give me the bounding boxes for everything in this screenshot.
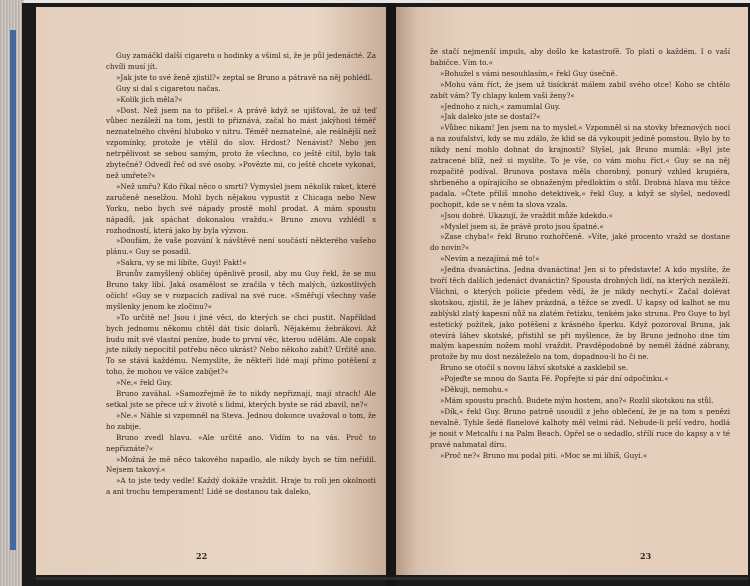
paragraph: »Ne.« Náhle si vzpomněl na Steva. Jednou dokonce uvažoval o tom, že ho zabije.	[106, 410, 376, 431]
right-page-text	[430, 47, 730, 461]
open-book	[22, 3, 750, 586]
paragraph: »Ne,« řekl Guy.	[116, 378, 173, 388]
paragraph: Guy zamáčkl další cigaretu o hodinky a všiml si, že je půl jedenácté. Za chvíli musí jít.	[106, 51, 376, 71]
paragraph: »Zase chyba!« řekl Bruno rozhořčeně. »Víte, jaké procento vražd se dostane do novin?«	[430, 232, 730, 253]
paragraph: »Proč ne?« Bruno mu podal pití. »Moc se mi líbíš, Guyi.«	[440, 450, 648, 460]
paragraph: »Nevím a nezajímá mě to!«	[440, 254, 540, 264]
paragraph: »Jak daleko jste se dostal?«	[440, 112, 541, 122]
paragraph: »Bohužel s vámi nesouhlasím,« řekl Guy úsečně.	[440, 68, 618, 78]
paragraph: »Jedna dvanáctina. Jedna dvanáctina! Jen si to představte! A kdo myslíte, že tvoří těch dalších jedenáct dvanáctin? Spousta drobných lidí, na kterých nezáleží. Všichni, o kterých policie předem vědí, že je nikdy nechytí.« Začal dolévat skotskou, zjistil, že je láhev prázdná, a těžce se zvedl. U kapsy od kalhot se mu zablýskl zlatý kapesní nůž na zlatém řetízku, tenkém jako struna. Pro Guye to byl estetický požitek, jako potěšení z krásného šperku. Když pozoroval Bruna, jak otevírá láhev skotské, přistihl se při myšlence, že by Bruno jednoho dne tím malým kapesním nožem mohl vraždit. Pravděpodobně by neměl žádné zábrany, protože by mu dost nezáleželo na tom, dopadnou-li ho či ne.	[430, 265, 730, 362]
page-number: 22	[196, 551, 208, 561]
paragraph: »Doufám, že vaše pozvání k návštěvě není součástí některého vašeho plánu.« Guy se posadil.	[106, 236, 376, 257]
paragraph: »A to jste tedy vedle! Každý dokáže vraždit. Hraje tu roli jen okolnosti a ani trochu temperament! Lidé se dostanou tak daleko,	[106, 476, 376, 497]
book-spine	[10, 30, 16, 550]
paragraph: Bruno zaváhal. »Samozřejmě že to nikdy nepřiznají, mají strach! Ale setkal jste se přece už v životě s lidmi, kterých byste se rád zbavil, ne?«	[106, 389, 376, 409]
book-gutter	[386, 3, 396, 586]
right-page	[396, 7, 748, 575]
paragraph: »Sakra, vy se mi líbíte, Guyi! Fakt!«	[116, 258, 247, 268]
paragraph: »Možná že mě něco takového napadlo, ale nikdy bych se tím neřídil. Nejsem takový.«	[106, 454, 376, 475]
paragraph: Bruno zvedl hlavu. »Ale určitě ano. Vidím to na vás. Proč to nepřiznáte?«	[106, 432, 376, 453]
paragraph: »To určitě ne! Jsou i jiné věci, do kterých se chci pustit. Například bych jednomu někomu chtěl dát tisíc dolarů. Nějakému žebrákovi. Až budu mít své vlastní peníze, bude to první věc, kterou udělám. Ale copak jste nikdy nepocítil potřebu něco ukrást? Nebo někoho zabít? Určitě ano. To se stává každému. Nemyslíte, že někteří lidé mají přímo potěšení z toho, že mohou ve válce zabíjet?«	[106, 312, 376, 377]
paragraph: Bruno se otočil s novou láhví skotské a zasklebil se.	[440, 363, 629, 373]
paragraph: »Než umřu? Kdo říkal něco o smrti? Vymyslel jsem několik raket, které zaručeně neselžou. Mohl bych nějakou vypustit z Chicaga nebo New Yorku, nebo bych své nápady prostě mohl prodat. A mám spoustu nápadů, jak spáchat dokonalou vraždu.« Bruno znovu vzhlédl s rozhodností, která jako by byla výzvou.	[106, 181, 376, 235]
paragraph: »Mám spoustu prachů. Budete mým hostem, ano?« Rozlil skotskou na stůl.	[440, 396, 714, 405]
paragraph: Brunův zamyšlený obličej úpěnlivě prosil, aby mu Guy řekl, že se mu Bruno taky líbí. Jaká osamělost se zračila v těch malých, úzkostlivých očích! »Guy se v rozpacích zadíval na své ruce. »Směřují všechny vaše myšlenky jenom ke zločinu?«	[106, 269, 376, 311]
page-number: 23	[640, 551, 652, 561]
left-page-text	[106, 51, 376, 498]
paragraph: »Myslel jsem si, že právě proto jsou špatné.«	[440, 221, 604, 231]
paragraph: »Děkuji, nemohu.«	[440, 385, 509, 395]
paragraph: »Vůbec nikam! Jen jsem na to myslel.« Vzpomněl si na stovky březnových nocí a na zoufalství, kdy se mu zdálo, že klid se dá vykoupit jedině pomstou. Bylo by to nikdy není mohlo dohnat do krajnosti? Slyšel, jak Bruno mumlá: »Byl jste zatracené blíž, než si myslíte. To je vše, co vám mohu říct.« Guy se na něj rozpačitě podíval. Brunova postava měla chorobný, ponurý vzhled krupiéra, shrbeného a opírajícího se obnaženým předloktím o stůl. Drobná hlava mu těžce padala. »Čtete příliš mnoho detektivek,« řekl Guy, a když se slyšel, nedovedl pochopit, kde se v něm ta slova vzala.	[430, 123, 730, 209]
paragraph: Guy si dal s cigaretou načas.	[116, 83, 221, 93]
paragraph: »Jak jste to své ženě zjistil?« zeptal se Bruno a pátravě na něj pohlédl.	[116, 72, 373, 82]
paragraph: »Jsou dobré. Ukazují, že vraždit může kdekdo.«	[440, 210, 613, 220]
paragraph: »Dost. Než jsem na to přišel.« A právě když se ujišťoval, že už teď vůbec nezáleží na tom, jestli to přiznává, začal ho mást jakýhosi téměř neznatelného chvění hluboko v nitru. Téměř neznatelné, ale reálnější než vzpomínky, protože je vtělil do slov. Hrdost? Nenávist? Nebo jen netrpělivost se sebou samým, proto že všechno, co ještě cítil, bylo tak zbytečné? Odvedl řeč od své osoby. »Povězte mi, co ještě chcete vykonat, než umřete?«	[106, 105, 376, 180]
paragraph: »Mohu vám říct, že jsem už tisíckrát málem zabil svého otce! Koho se chtělo zabít vám? Ty chlapy kolem vaší ženy?«	[430, 79, 730, 100]
paragraph: »Jednoho z nich,« zamumlal Guy.	[440, 101, 561, 111]
paragraph: »Kolik jich měla?«	[116, 94, 183, 104]
page-bottom-shadow	[36, 577, 748, 580]
paragraph: že stačí nejmenší impuls, aby došlo ke katastrofě. To platí o každém. I o vaší babičce. Vím to.«	[430, 47, 730, 67]
left-page	[36, 7, 386, 575]
paragraph: »Dík,« řekl Guy. Bruno patrně usoudil z jeho oblečení, že je na tom s penězi nevalně. Tyhle šedé flanelové kalhoty měl velmi rád. Nebude-li prší vedro, hodlá je nosit v Metcalfu i na Palm Beach. Opřel se o sedadlo, střílí ruce do kapsy a v té pravé nahmatal díru.	[430, 406, 730, 449]
paragraph: »Pojeďte se mnou do Santa Fé. Popřejte si pár dní odpočinku.«	[440, 374, 669, 384]
book-edge	[0, 0, 24, 586]
